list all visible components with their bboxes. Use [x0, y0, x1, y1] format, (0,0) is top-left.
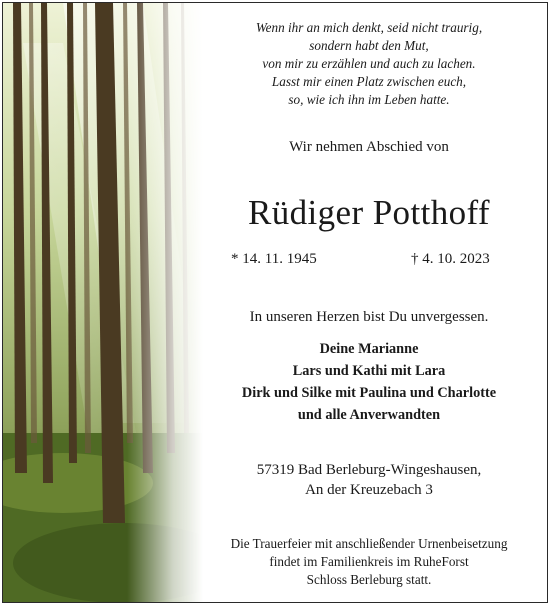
funeral-line: Schloss Berleburg statt. — [306, 572, 432, 587]
funeral-info — [189, 535, 548, 589]
mourner: Lars und Kathi mit Lara — [292, 363, 446, 379]
mourner: und alle Anverwandten — [297, 407, 441, 423]
mourner: Dirk und Silke mit Paulina und Charlotte — [241, 385, 497, 401]
obituary-notice — [2, 2, 548, 603]
poem — [189, 19, 548, 109]
address — [189, 460, 548, 500]
mourners-list — [189, 338, 548, 426]
forest-image — [3, 3, 203, 603]
poem-line: Wenn ihr an mich denkt, seid nicht traurig, — [255, 20, 483, 35]
life-dates — [189, 251, 548, 271]
poem-line: so, wie ich ihn im Leben hatte. — [288, 92, 450, 107]
funeral-line: Die Trauerfeier mit anschließender Urnenbeisetzung — [230, 536, 508, 551]
poem-line: sondern habt den Mut, — [309, 38, 429, 53]
notice-text — [189, 3, 548, 603]
memory-line: In unseren Herzen bist Du unvergessen. — [249, 309, 489, 325]
poem-line: Lasst mir einen Platz zwischen euch, — [271, 74, 467, 89]
mourner: Deine Marianne — [319, 341, 419, 357]
poem-line: von mir zu erzählen und auch zu lachen. — [262, 56, 476, 71]
deceased-name: Rüdiger Potthoff — [247, 193, 490, 232]
address-line: An der Kreuzebach 3 — [305, 482, 433, 498]
birth-date: * 14. 11. 1945 — [231, 251, 317, 267]
address-line: 57319 Bad Berleburg-Wingeshausen, — [256, 462, 482, 478]
funeral-line: findet im Familienkreis im RuheForst — [269, 554, 469, 569]
farewell-intro: Wir nehmen Abschied von — [289, 139, 449, 155]
death-date: † 4. 10. 2023 — [411, 251, 490, 267]
